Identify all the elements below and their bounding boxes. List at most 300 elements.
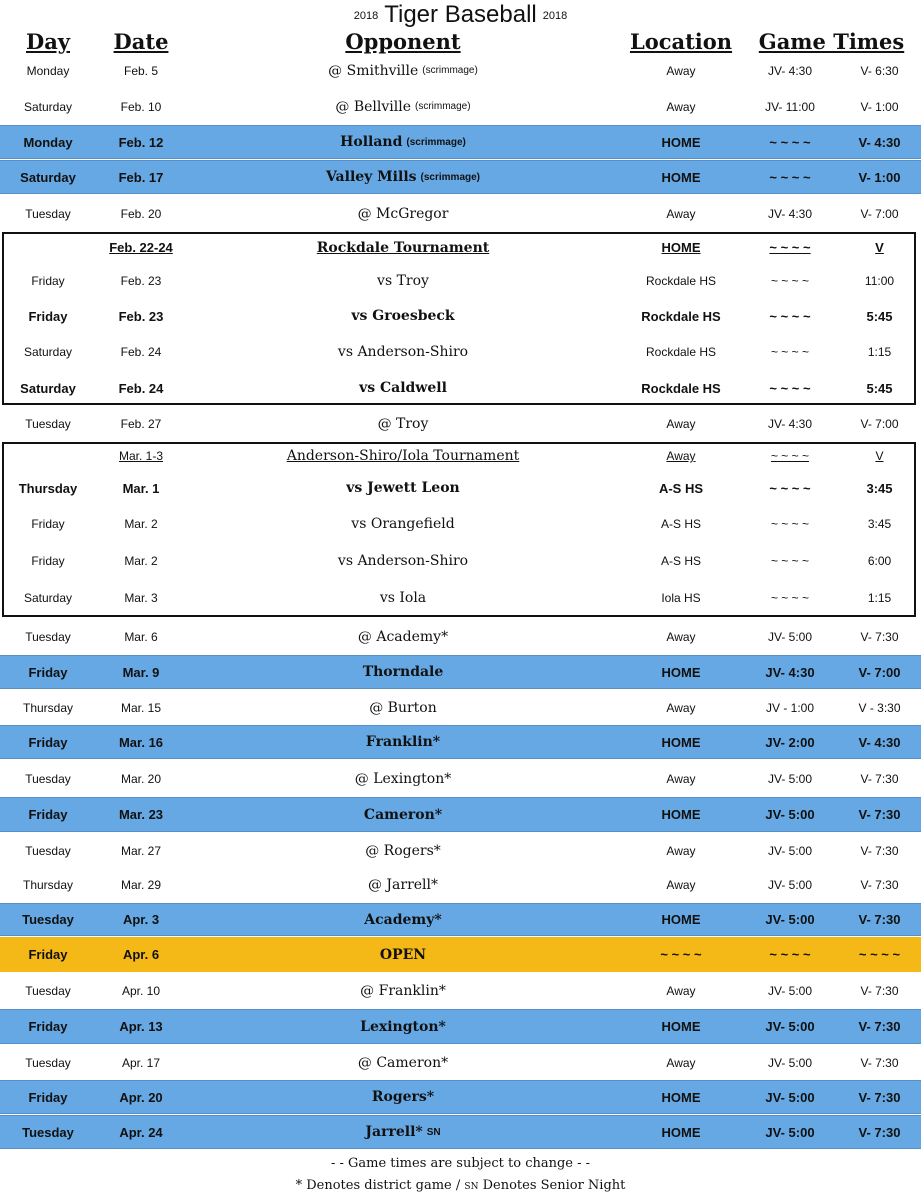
title-year-left: 2018 [353, 10, 379, 22]
cell-date [96, 618, 186, 655]
cell-opponent [186, 88, 620, 125]
cell-date [96, 760, 186, 797]
header-date: Date [113, 29, 169, 54]
cell-day [0, 88, 96, 125]
table-row [0, 655, 921, 689]
footer-sn-mark: SN [464, 1182, 479, 1192]
date-text: Mar. 2 [124, 517, 158, 531]
day-text: Tuesday [25, 417, 71, 431]
jv-text: JV- 5:00 [765, 912, 815, 927]
date-text: Mar. 15 [120, 700, 162, 715]
cell-day [0, 161, 96, 193]
day-text: Friday [28, 807, 68, 822]
location-text: HOME [661, 1089, 701, 1105]
tournament-box [2, 442, 916, 617]
table-row [0, 88, 921, 125]
day-text: Friday [31, 517, 65, 531]
v-text: V- 7:30 [860, 771, 899, 786]
cell-day [0, 690, 96, 725]
cell-location [620, 904, 742, 935]
cell-date [96, 833, 186, 868]
cell-date [96, 868, 186, 902]
opponent-text: @ Burton [369, 699, 437, 716]
jv-text: JV- 5:00 [767, 984, 813, 998]
day-text: Friday [28, 947, 68, 962]
day-text: Friday [31, 553, 65, 568]
cell-day [0, 406, 96, 442]
location-text: Away [666, 629, 696, 644]
cell-jv [742, 618, 838, 655]
cell-jv [742, 726, 838, 758]
jv-text: JV- 5:00 [767, 629, 813, 644]
cell-opponent [186, 1010, 620, 1043]
day-text: Friday [31, 273, 65, 288]
cell-day [0, 53, 96, 88]
cell-v [838, 53, 921, 88]
day-text: Tuesday [25, 629, 71, 644]
cell-opponent [186, 760, 620, 797]
location-text: Rockdale HS [645, 345, 717, 359]
day-text: Friday [28, 734, 68, 750]
jv-text: ~ ~ ~ ~ [769, 134, 811, 150]
opponent-note: (scrimmage) [420, 171, 480, 183]
location-text: HOME [661, 134, 701, 150]
cell-v [838, 1081, 921, 1113]
day-text: Friday [28, 664, 68, 680]
date-text: Feb. 12 [118, 134, 164, 150]
date-text: Apr. 3 [122, 912, 160, 927]
v-text: 3:45 [867, 517, 892, 531]
cell-v [838, 937, 921, 972]
header-game-times: Game Times [758, 29, 905, 54]
footer-district-note: * Denotes district game / [295, 1178, 461, 1193]
location-text: Rockdale HS [641, 380, 721, 396]
location-text: Away [666, 843, 696, 858]
table-row [0, 1009, 921, 1044]
date-text: Apr. 17 [121, 1055, 161, 1070]
location-text: Iola HS [661, 590, 701, 605]
jv-text: JV- 4:30 [767, 206, 813, 221]
cell-jv [742, 53, 838, 88]
cell-day [0, 1010, 96, 1043]
cell-jv [742, 937, 838, 972]
cell-v [838, 161, 921, 193]
cell-v [838, 656, 921, 688]
cell-date [96, 973, 186, 1009]
date-text: Feb. 27 [120, 417, 162, 431]
opponent-text: vs Anderson-Shiro [337, 344, 469, 360]
tournament-box [2, 232, 916, 405]
cell-opponent [186, 126, 620, 158]
cell-location [620, 88, 742, 125]
jv-text: JV- 4:30 [767, 63, 813, 78]
location-text: Away [666, 771, 696, 786]
opponent-text: Franklin* [365, 734, 441, 750]
cell-jv [742, 1045, 838, 1080]
v-text: ~ ~ ~ ~ [858, 947, 901, 962]
cell-date [96, 656, 186, 688]
date-text: Feb. 24 [120, 345, 162, 359]
footer-legend [0, 1175, 921, 1197]
title-year-right: 2018 [542, 10, 568, 22]
table-row [0, 1045, 921, 1080]
table-row [0, 797, 921, 832]
opponent-text: @ Bellville [335, 98, 412, 115]
day-text: Tuesday [25, 1055, 71, 1070]
cell-day [0, 833, 96, 868]
v-text: 3:45 [866, 480, 893, 496]
table-row [0, 406, 921, 442]
cell-date [96, 1010, 186, 1043]
location-text: A-S HS [660, 553, 701, 568]
jv-text: ~ ~ ~ ~ [770, 517, 810, 531]
cell-opponent [186, 904, 620, 935]
day-text: Saturday [23, 590, 73, 605]
cell-jv [742, 126, 838, 158]
location-text: HOME [661, 664, 701, 680]
jv-text: JV- 5:00 [767, 771, 813, 786]
table-row [0, 160, 921, 194]
jv-text: JV- 5:00 [765, 1124, 815, 1140]
cell-opponent [186, 1045, 620, 1080]
cell-jv [742, 690, 838, 725]
cell-date [96, 1081, 186, 1113]
cell-jv [742, 760, 838, 797]
cell-jv [742, 1116, 838, 1148]
cell-location [620, 1081, 742, 1113]
day-text: Tuesday [25, 843, 71, 858]
jv-text: ~ ~ ~ ~ [770, 345, 810, 359]
opponent-text: @ Smithville [328, 62, 419, 79]
v-text: V- 7:30 [858, 807, 901, 822]
opponent-text: @ Franklin* [360, 983, 446, 999]
cell-day [0, 1081, 96, 1113]
cell-v [838, 88, 921, 125]
opponent-text: vs Troy [377, 272, 429, 289]
day-text: Monday [23, 134, 73, 150]
cell-date [96, 406, 186, 442]
cell-date [96, 195, 186, 232]
day-text: Saturday [23, 99, 73, 114]
cell-location [620, 1116, 742, 1148]
opponent-text: Holland [340, 134, 403, 150]
v-text: V- 7:00 [860, 417, 899, 431]
cell-location [620, 126, 742, 158]
jv-text: JV- 2:00 [765, 734, 815, 750]
cell-v [838, 798, 921, 831]
cell-opponent [186, 833, 620, 868]
v-text: V- 6:30 [860, 63, 899, 78]
v-text: V- 7:30 [858, 912, 901, 927]
cell-opponent [186, 726, 620, 758]
date-text: Mar. 6 [124, 629, 158, 644]
v-text: V- 7:30 [858, 1019, 901, 1034]
cell-opponent [186, 406, 620, 442]
cell-date [96, 126, 186, 158]
cell-jv [742, 798, 838, 831]
opponent-text: vs Iola [379, 589, 427, 606]
cell-date [96, 53, 186, 88]
opponent-text: vs Orangefield [351, 516, 455, 532]
day-text: Thursday [22, 878, 74, 892]
cell-day [0, 195, 96, 232]
day-text: Thursday [22, 700, 74, 715]
location-text: A-S HS [660, 517, 701, 531]
date-text: Mar. 3 [124, 590, 158, 605]
day-text: Friday [28, 1089, 68, 1105]
cell-v [838, 973, 921, 1009]
location-text: Away [666, 1055, 696, 1070]
jv-text: ~ ~ ~ ~ [769, 947, 811, 962]
jv-text: JV- 11:00 [765, 99, 815, 114]
cell-location [620, 833, 742, 868]
cell-location [620, 690, 742, 725]
day-text: Saturday [20, 380, 76, 396]
table-row [0, 973, 921, 1009]
jv-text: JV- 5:00 [765, 1019, 815, 1034]
cell-day [0, 937, 96, 972]
day-text: Friday [28, 1019, 68, 1034]
cell-v [838, 618, 921, 655]
cell-v [838, 690, 921, 725]
header-opponent: Opponent [345, 29, 461, 54]
date-text: Feb. 20 [120, 206, 162, 221]
cell-location [620, 618, 742, 655]
cell-location [620, 195, 742, 232]
jv-text: ~ ~ ~ ~ [770, 590, 810, 605]
table-row [0, 690, 921, 725]
v-text: 1:15 [867, 590, 892, 605]
cell-v [838, 1045, 921, 1080]
v-text: V - 3:30 [858, 700, 901, 715]
opponent-text: @ Lexington* [354, 770, 452, 787]
cell-location [620, 798, 742, 831]
opponent-text: Valley Mills [325, 169, 417, 185]
date-text: Apr. 20 [119, 1089, 163, 1105]
cell-location [620, 726, 742, 758]
cell-location [620, 760, 742, 797]
table-row [0, 1080, 921, 1114]
jv-text: JV- 5:00 [767, 843, 813, 858]
day-text: Tuesday [22, 1124, 74, 1140]
cell-opponent [186, 973, 620, 1009]
v-text: 1:15 [867, 345, 892, 359]
cell-location [620, 406, 742, 442]
jv-text: ~ ~ ~ ~ [770, 553, 810, 568]
v-text: V- 4:30 [858, 134, 901, 150]
date-text: Feb. 23 [120, 273, 162, 288]
location-text: Away [666, 206, 696, 221]
v-text: 5:45 [866, 380, 893, 396]
cell-day [0, 618, 96, 655]
table-row [0, 1115, 921, 1149]
date-text: Mar. 20 [120, 771, 162, 786]
cell-day [0, 656, 96, 688]
cell-opponent [186, 195, 620, 232]
cell-date [96, 161, 186, 193]
footer-senior-night-note: Denotes Senior Night [482, 1178, 626, 1193]
cell-opponent [186, 868, 620, 902]
day-text: Saturday [23, 345, 73, 359]
table-row [0, 53, 921, 88]
day-text: Saturday [20, 169, 76, 185]
cell-location [620, 656, 742, 688]
date-text: Feb. 23 [118, 308, 164, 324]
cell-jv [742, 88, 838, 125]
opponent-text: @ Academy* [357, 628, 449, 645]
cell-v [838, 195, 921, 232]
cell-opponent [186, 798, 620, 831]
date-text: Mar. 23 [118, 807, 164, 822]
location-text: ~ ~ ~ ~ [660, 947, 702, 962]
v-text: V- 7:00 [860, 206, 899, 221]
opponent-note: SN [426, 1126, 441, 1138]
v-text: V- 4:30 [858, 734, 901, 750]
location-text: Away [666, 878, 696, 892]
v-text: 5:45 [866, 308, 893, 324]
cell-date [96, 798, 186, 831]
cell-jv [742, 833, 838, 868]
day-text: Monday [26, 63, 70, 78]
cell-date [96, 937, 186, 972]
footer-change-note: - - Game times are subject to change - - [330, 1156, 591, 1171]
cell-jv [742, 406, 838, 442]
opponent-note: (scrimmage) [422, 65, 478, 76]
date-text: Apr. 6 [122, 947, 160, 962]
cell-location [620, 53, 742, 88]
v-text: V- 1:00 [860, 99, 899, 114]
opponent-text: OPEN [379, 946, 427, 963]
cell-v [838, 1116, 921, 1148]
cell-opponent [186, 1116, 620, 1148]
table-row [0, 125, 921, 159]
cell-opponent [186, 53, 620, 88]
opponent-text: @ Jarrell* [367, 877, 439, 893]
jv-text: JV- 5:00 [765, 807, 815, 822]
cell-day [0, 973, 96, 1009]
header-location: Location [629, 29, 733, 54]
cell-day [0, 868, 96, 902]
cell-v [838, 833, 921, 868]
opponent-text: Cameron* [363, 806, 443, 823]
cell-location [620, 973, 742, 1009]
cell-day [0, 1116, 96, 1148]
title-text: Tiger Baseball [384, 1, 537, 28]
date-text: Mar. 2 [124, 553, 158, 568]
cell-location [620, 1045, 742, 1080]
day-text: Thursday [18, 480, 78, 496]
cell-jv [742, 1010, 838, 1043]
table-row [0, 903, 921, 936]
cell-opponent [186, 161, 620, 193]
jv-text: ~ ~ ~ ~ [769, 380, 811, 396]
v-text: V- 7:30 [860, 1055, 899, 1070]
day-text: Tuesday [25, 984, 71, 998]
date-text: Apr. 10 [121, 984, 161, 998]
jv-text: ~ ~ ~ ~ [769, 480, 811, 496]
cell-day [0, 726, 96, 758]
v-text: V [875, 240, 884, 255]
opponent-text: @ McGregor [357, 205, 449, 222]
cell-opponent [186, 690, 620, 725]
opponent-text: Rogers* [371, 1089, 435, 1105]
location-text: HOME [661, 1124, 701, 1140]
cell-day [0, 760, 96, 797]
location-text: Away [666, 449, 696, 463]
cell-v [838, 726, 921, 758]
v-text: V- 1:00 [858, 169, 901, 185]
opponent-text: @ Cameron* [357, 1054, 449, 1071]
location-text: Rockdale HS [645, 273, 717, 288]
opponent-text: vs Anderson-Shiro [337, 552, 469, 569]
v-text: V- 7:30 [860, 984, 899, 998]
location-text: HOME [661, 734, 701, 750]
footer-notes [0, 1153, 921, 1197]
cell-jv [742, 656, 838, 688]
jv-text: JV- 4:30 [765, 664, 815, 680]
cell-day [0, 904, 96, 935]
cell-jv [742, 195, 838, 232]
location-text: Away [666, 417, 696, 431]
opponent-text: Academy* [364, 911, 442, 928]
cell-day [0, 1045, 96, 1080]
opponent-text: Anderson-Shiro/Iola Tournament [286, 448, 520, 464]
cell-day [0, 798, 96, 831]
cell-date [96, 1116, 186, 1148]
opponent-text: Jarrell* [365, 1124, 423, 1140]
cell-v [838, 406, 921, 442]
v-text: 6:00 [867, 553, 892, 568]
date-text: Apr. 24 [119, 1124, 163, 1140]
cell-v [838, 760, 921, 797]
date-text: Feb. 24 [118, 380, 164, 396]
cell-day [0, 126, 96, 158]
cell-location [620, 161, 742, 193]
date-text: Mar. 16 [118, 734, 164, 750]
cell-date [96, 690, 186, 725]
cell-date [96, 726, 186, 758]
opponent-text: Thorndale [362, 664, 444, 680]
cell-date [96, 904, 186, 935]
cell-v [838, 1010, 921, 1043]
opponent-text: @ Troy [377, 416, 429, 432]
cell-opponent [186, 937, 620, 972]
location-text: HOME [661, 240, 701, 255]
v-text: V- 7:30 [860, 629, 899, 644]
table-row [0, 195, 921, 232]
opponent-text: vs Groesbeck [351, 308, 455, 324]
v-text: V- 7:30 [858, 1124, 901, 1140]
location-text: Away [666, 99, 696, 114]
cell-opponent [186, 618, 620, 655]
v-text: V- 7:00 [858, 664, 901, 680]
cell-v [838, 868, 921, 902]
cell-v [838, 904, 921, 935]
jv-text: JV- 4:30 [767, 417, 813, 431]
date-text: Apr. 13 [119, 1019, 163, 1034]
location-text: HOME [661, 169, 701, 185]
date-text: Feb. 17 [118, 169, 164, 185]
cell-opponent [186, 1081, 620, 1113]
table-row [0, 833, 921, 868]
date-text: Mar. 1 [122, 480, 160, 496]
location-text: HOME [661, 912, 701, 927]
jv-text: ~ ~ ~ ~ [769, 169, 811, 185]
v-text: V- 7:30 [860, 878, 899, 892]
table-row [0, 868, 921, 902]
cell-jv [742, 904, 838, 935]
cell-location [620, 868, 742, 902]
